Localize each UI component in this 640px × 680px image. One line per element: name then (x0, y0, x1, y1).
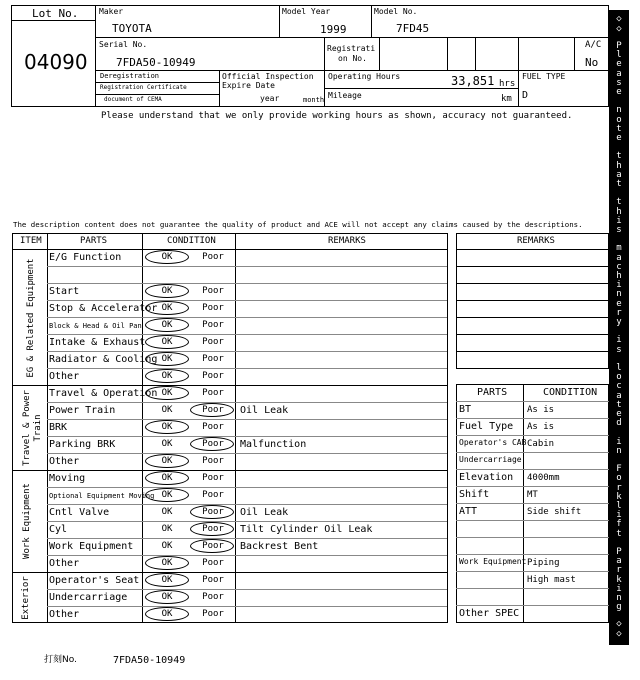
group-exterior: Exterior (21, 576, 31, 620)
sidebar-char: f (616, 519, 622, 530)
lot-number: 04090 (24, 50, 88, 74)
diamond-icon: ◇ (616, 14, 622, 24)
ok-option: OK (161, 439, 173, 449)
km-unit: km (501, 94, 512, 104)
ok-option: OK (161, 405, 173, 415)
ok-circle-mark (145, 488, 189, 502)
sidebar-char: r (616, 482, 622, 493)
ok-circle-mark (145, 250, 189, 264)
group-work-equipment: Work Equipment (22, 483, 32, 559)
sidebar-char: e (616, 298, 622, 309)
row-remark: Tilt Cylinder Oil Leak (240, 524, 373, 535)
row-part: Radiator & Cooling (49, 354, 158, 365)
row-remark: Malfunction (240, 439, 307, 450)
ok-option: OK (161, 609, 173, 619)
ok-option: OK (161, 490, 173, 500)
hours-notice: Please understand that we only provide working hours as shown, accuracy not guaranteed. (101, 111, 573, 121)
model-no-label: Model No. (374, 7, 418, 16)
poor-option: Poor (202, 507, 224, 517)
ac-value: No (585, 56, 599, 69)
poor-option: Poor (202, 422, 224, 432)
spec-condition: Side shift (527, 507, 582, 517)
ok-circle-mark (145, 590, 189, 604)
registration-label-2: on No. (338, 54, 367, 63)
spec-part: Elevation (459, 472, 514, 483)
poor-option: Poor (202, 388, 224, 398)
item-header: ITEM (20, 236, 42, 246)
sidebar-char: a (616, 169, 622, 180)
ok-circle-mark (145, 471, 189, 485)
row-divider (47, 606, 447, 607)
spec-row-divider (456, 537, 609, 538)
mileage-label: Mileage (328, 91, 362, 100)
ok-option: OK (161, 541, 173, 551)
sidebar-char: c (616, 381, 622, 392)
row-part: Optional Equipment Moving (49, 492, 155, 500)
poor-option: Poor (202, 320, 224, 330)
poor-circle-mark (190, 505, 234, 519)
row-part: Travel & Operation (49, 388, 158, 399)
poor-option: Poor (202, 473, 224, 483)
ok-circle-mark (145, 573, 189, 587)
row-divider (47, 504, 447, 505)
spec-row-divider (456, 503, 609, 504)
sidebar-char: l (616, 50, 622, 61)
spec-row-divider (456, 520, 609, 521)
row-part: E/G Function (49, 252, 122, 263)
operating-hours-label: Operating Hours (328, 72, 401, 81)
registration-certificate-label: Registration Certificate (100, 84, 187, 91)
inspection-label-2: Expire Date (222, 81, 275, 90)
sidebar-char: n (616, 105, 622, 116)
inspection-label: Official Inspection (222, 72, 314, 81)
sidebar-char: i (616, 436, 622, 447)
row-divider (47, 368, 447, 369)
poor-circle-mark (190, 437, 234, 451)
sidebar-char: t (616, 197, 622, 208)
ok-circle-mark (145, 386, 189, 400)
ok-option: OK (161, 575, 173, 585)
sidebar-char: e (616, 87, 622, 97)
sidebar-char: n (616, 289, 622, 300)
row-part: Other (49, 371, 80, 382)
row-part: Cntl Valve (49, 507, 110, 518)
sidebar-char: h (616, 160, 622, 171)
model-year-value: 1999 (320, 23, 347, 36)
sidebar-char: P (616, 547, 622, 557)
group-eg-related-equipment: EG & Related Equipment (26, 258, 36, 378)
row-divider (47, 436, 447, 437)
spec-row-divider (456, 452, 609, 453)
spec-part: Other SPEC (459, 608, 520, 619)
deregistration-label: Deregistration (100, 72, 160, 80)
ok-circle-mark (145, 607, 189, 621)
poor-option: Poor (202, 609, 224, 619)
row-divider (47, 419, 447, 420)
sidebar-char: r (616, 565, 622, 576)
row-divider (47, 538, 447, 539)
ok-circle-mark (145, 301, 189, 315)
row-divider (47, 300, 447, 301)
row-divider (47, 402, 447, 403)
ok-option: OK (161, 422, 173, 432)
spec-condition: Piping (527, 558, 560, 568)
stamp-label: 打刻No. (44, 655, 77, 665)
spec-part: Work Equipment (459, 557, 527, 566)
spec-condition-header: CONDITION (543, 387, 598, 398)
spec-part: ATT (459, 506, 478, 517)
right-remarks-header: REMARKS (517, 236, 555, 246)
spec-parts-header: PARTS (477, 387, 508, 398)
sidebar-char: i (616, 215, 622, 226)
sidebar-char: a (616, 556, 622, 567)
poor-option: Poor (202, 490, 224, 500)
lot-label: Lot No. (32, 7, 79, 20)
ok-option: OK (161, 303, 173, 313)
poor-option: Poor (202, 337, 224, 347)
maker-value: TOYOTA (112, 22, 152, 35)
disclaimer-text: The description content does not guarantee the quality of product and ACE will not accept any claims caused by the descriptions. (13, 220, 583, 229)
sidebar-char: t (616, 151, 622, 162)
serial-label: Serial No. (99, 40, 148, 49)
row-part: Cyl (49, 524, 68, 535)
poor-option: Poor (202, 303, 224, 313)
spec-condition: MT (527, 490, 538, 500)
row-divider (47, 351, 447, 352)
ok-option: OK (161, 371, 173, 381)
ok-circle-mark (145, 335, 189, 349)
ok-option: OK (161, 558, 173, 568)
sidebar-char: k (616, 574, 622, 585)
sidebar-char: l (616, 501, 622, 511)
sidebar-char: s (616, 77, 622, 88)
row-divider (47, 317, 447, 318)
sidebar-char: a (616, 68, 622, 79)
spec-row-divider (456, 588, 609, 589)
ok-option: OK (161, 456, 173, 466)
month-label: month (303, 96, 325, 104)
sidebar-char: y (616, 317, 622, 327)
row-part: Moving (49, 473, 86, 484)
spec-row-divider (456, 554, 609, 555)
spec-row-divider (456, 605, 609, 606)
row-part: Intake & Exhaust (49, 337, 146, 348)
ok-circle-mark (145, 284, 189, 298)
sidebar-char: r (616, 307, 622, 318)
operating-hours-value: 33,851 (451, 74, 495, 88)
ok-circle-mark (145, 556, 189, 570)
parts-header: PARTS (80, 236, 108, 246)
spec-row-divider (456, 401, 609, 402)
sidebar-char: o (616, 372, 622, 383)
ok-circle-mark (145, 352, 189, 366)
sidebar-char: t (616, 528, 622, 539)
poor-option: Poor (202, 354, 224, 364)
poor-circle-mark (190, 522, 234, 536)
spec-row-divider (456, 571, 609, 572)
maker-label: Maker (99, 7, 124, 16)
sidebar-char: i (616, 335, 622, 346)
poor-circle-mark (190, 539, 234, 553)
sidebar-char: h (616, 206, 622, 217)
sidebar-char: t (616, 179, 622, 189)
ok-option: OK (161, 592, 173, 602)
row-divider (47, 521, 447, 522)
fuel-type-label: FUEL TYPE (522, 72, 566, 81)
poor-option: Poor (202, 405, 224, 415)
remarks-header: REMARKS (328, 236, 366, 246)
spec-condition: High mast (527, 575, 576, 585)
row-divider (47, 589, 447, 590)
spec-row-divider (456, 469, 609, 470)
spec-part: Operator's CAB (459, 438, 527, 447)
sidebar-char: o (616, 473, 622, 484)
sidebar-char: s (616, 225, 622, 235)
group-travel-power-train-2: Train (33, 414, 43, 442)
serial-value: 7FDA50-10949 (116, 56, 196, 69)
sidebar-char: d (616, 418, 622, 429)
sidebar-char: a (616, 252, 622, 263)
ok-option: OK (161, 286, 173, 296)
row-part: Block & Head & Oil Pan (49, 322, 142, 330)
ok-option: OK (161, 388, 173, 398)
sidebar-char: t (616, 123, 622, 134)
location-sidebar (609, 10, 629, 645)
row-part: Other (49, 558, 80, 569)
sidebar-char: a (616, 390, 622, 401)
row-part: Undercarriage (49, 592, 128, 603)
ok-circle-mark (145, 420, 189, 434)
sidebar-char: k (616, 491, 622, 502)
row-part: BRK (49, 422, 68, 433)
poor-option: Poor (202, 592, 224, 602)
spec-part: Shift (459, 489, 490, 500)
sidebar-char: P (616, 41, 622, 51)
poor-option: Poor (202, 439, 224, 449)
fuel-type-value: D (522, 90, 529, 101)
model-year-label: Model Year (282, 7, 331, 16)
row-divider (47, 283, 447, 284)
row-part: Other (49, 609, 80, 620)
ok-option: OK (161, 473, 173, 483)
spec-condition: 4000mm (527, 473, 560, 483)
sidebar-char: g (616, 602, 622, 613)
sidebar-char: h (616, 271, 622, 281)
year-label: year (260, 94, 280, 103)
cema-label: document of CEMA (104, 96, 162, 103)
sidebar-char: l (616, 363, 622, 373)
sidebar-char: i (616, 583, 622, 594)
sidebar-char: m (616, 243, 622, 254)
poor-option: Poor (202, 252, 224, 262)
poor-option: Poor (202, 524, 224, 534)
row-part: Parking BRK (49, 439, 116, 450)
ok-option: OK (161, 252, 173, 262)
row-part: Power Train (49, 405, 116, 416)
poor-option: Poor (202, 456, 224, 466)
sidebar-char: s (616, 344, 622, 355)
condition-header: CONDITION (167, 236, 216, 246)
row-part: Start (49, 286, 80, 297)
row-divider (47, 266, 447, 267)
poor-option: Poor (202, 286, 224, 296)
sidebar-char: i (616, 510, 622, 521)
ac-label: A/C (585, 40, 602, 50)
stamp-value: 7FDA50-10949 (113, 655, 186, 666)
ok-option: OK (161, 507, 173, 517)
ok-option: OK (161, 320, 173, 330)
row-remark: Oil Leak (240, 405, 289, 416)
row-divider (47, 555, 447, 556)
sidebar-char: e (616, 133, 622, 143)
sidebar-char: o (616, 114, 622, 125)
poor-option: Poor (202, 558, 224, 568)
sidebar-char: t (616, 399, 622, 410)
row-part: Other (49, 456, 80, 467)
row-divider (47, 334, 447, 335)
row-divider (47, 487, 447, 488)
sidebar-char: e (616, 59, 622, 70)
sidebar-char: F (616, 464, 622, 475)
sidebar-char: e (616, 409, 622, 419)
row-divider (47, 453, 447, 454)
sidebar-char: n (616, 445, 622, 456)
sidebar-full-text (609, 10, 610, 11)
hrs-unit: hrs (499, 79, 516, 89)
spec-row-divider (456, 486, 609, 487)
spec-row-divider (456, 435, 609, 436)
spec-part: Fuel Type (459, 421, 514, 432)
row-remark: Backrest Bent (240, 541, 319, 552)
sidebar-char: i (616, 280, 622, 291)
diamond-icon: ◇ (616, 619, 622, 629)
ok-option: OK (161, 337, 173, 347)
registration-label: Registrati (327, 44, 376, 53)
spec-condition: As is (527, 422, 555, 432)
spec-condition: As is (527, 405, 555, 415)
ok-option: OK (161, 354, 173, 364)
sidebar-char: c (616, 261, 622, 272)
spec-part: BT (459, 404, 472, 415)
poor-option: Poor (202, 371, 224, 381)
row-part: Work Equipment (49, 541, 134, 552)
row-part: Stop & Accelerator (49, 303, 158, 314)
poor-option: Poor (202, 541, 224, 551)
ok-circle-mark (145, 369, 189, 383)
ok-circle-mark (145, 318, 189, 332)
sidebar-char: n (616, 593, 622, 603)
model-no-value: 7FD45 (396, 22, 430, 35)
diamond-icon: ◇ (616, 629, 622, 639)
ok-option: OK (161, 524, 173, 534)
row-remark: Oil Leak (240, 507, 289, 518)
diamond-icon: ◇ (616, 24, 622, 34)
ok-circle-mark (145, 454, 189, 468)
poor-circle-mark (190, 403, 234, 417)
group-travel-power-train: Travel & Power (22, 390, 32, 466)
spec-part: Undercarriage (459, 455, 522, 464)
poor-option: Poor (202, 575, 224, 585)
spec-condition: Cabin (527, 439, 555, 449)
spec-row-divider (456, 418, 609, 419)
row-part: Operator's Seat (49, 575, 140, 586)
